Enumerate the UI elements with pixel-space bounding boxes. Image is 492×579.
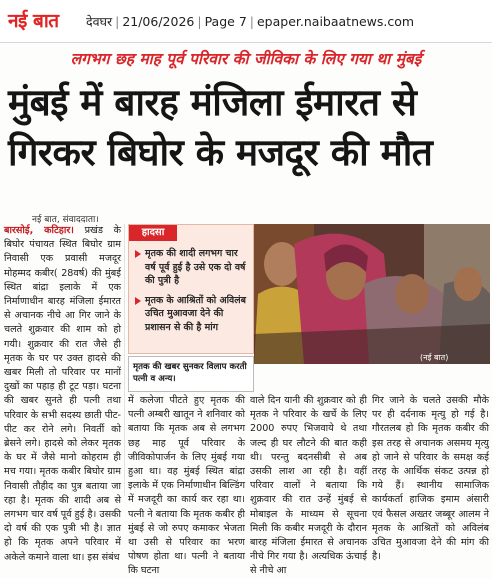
triangle-bullet-icon	[135, 297, 141, 305]
headline-line-2: गिरकर बिघोर के मजदूर की मौत	[8, 131, 433, 174]
article-bottom-columns	[128, 394, 490, 577]
article-column-2: में कलेजा पीटते हुए मृतक की पत्नी अम्बरी खातून ने शनिवार को बताया कि मृतक अब से लगभग छह माह पूर्व परिवार के जीविकोपार्जन के लिए मुंबई गया हुआ था। वह मुंबई स्थित बांद्रा इलाके में एक निर्माणाधीन बिल्डिंग में मजदूरी का कार्य कर रहा था। पत्नी ने बताया कि मृतक कबीर ही मुंबई से जो रुपए कमाकर भेजता था उसी से परिवार का भरण पोषण होता था। पत्नी ने बताया कि घटना	[128, 395, 245, 577]
article-kicker: लगभग छह माह पूर्व परिवार की जीविका के लिए गया था मुंबई	[70, 50, 422, 68]
highlights-box	[128, 224, 254, 354]
masthead-bar	[0, 0, 492, 43]
highlights-list	[135, 247, 249, 340]
separator: |	[115, 13, 120, 29]
edition-info	[86, 13, 414, 30]
edition-date: 21/06/2026	[122, 13, 195, 29]
headline-line-1: मुंबई में बारह मंजिला ईमारत से	[8, 81, 417, 124]
triangle-bullet-icon	[135, 250, 141, 258]
article-column-4: गिर जाने के चलते उसकी मौके पर ही दर्दनाक मृत्यु हो गई है। गौरतलब हो कि मृतक कबीर की इस तरह से अचानक असमय मृत्यु हो जाने से परिवार के समक्ष कई तरह के आर्थिक संकट उत्पन्न हो गये हैं। स्थानीय सामाजिक कार्यकर्ता हाजिक इमाम अंसारी एवं फैसल अख्तर जब्बूर आलम ने मृतक के आश्रितों को अविलंब उचित मुआवजा देने की मांग की है।	[372, 395, 489, 563]
highlight-text: मृतक की शादी लगभग चार वर्ष पूर्व हुई है उसे एक दो वर्ष की पुत्री है	[145, 248, 246, 286]
highlights-title: हादसा	[129, 225, 177, 241]
article-headline	[8, 78, 486, 178]
article-column-3: वाले दिन यानी की शुक्रवार को ही मृतक ने परिवार के खर्चे के लिए 2000 रुपए भिजवाये थे तथा जल्द ही घर लौटने की बात कही थी। परन्तु बदनसीबी से अब उसकी लाश आ रही है। वहीं परिवार वालों ने बताया कि शुक्रवार की रात उन्हें मुंबई से मोबाइल के माध्यम से सूचना मिली कि कबीर मजदूरी के दौरान बारह मंजिला ईमारत से अचानक नीचे गिर गया है। अत्यधिक ऊंचाई से नीचे आ	[250, 395, 367, 577]
separator: |	[197, 13, 202, 29]
mourning-family-photo	[254, 224, 490, 364]
photo-credit: (नई बात)	[420, 353, 449, 362]
article-dateline: बारसोई, कटिहार।	[4, 225, 74, 236]
article-byline: नई बात, संवाददाता।	[32, 215, 99, 225]
article-photo[interactable]	[254, 224, 490, 364]
highlight-text: मृतक के आश्रितों को अविलंब उचित मुआवजा देने की प्रशासन से की है मांग	[145, 294, 246, 333]
highlight-point	[135, 294, 249, 335]
column-divider	[124, 224, 125, 496]
site-link[interactable]: epaper.naibaatnews.com	[256, 13, 415, 29]
page-number: Page 7	[204, 13, 247, 29]
photo-caption: मृतक की खबर सुनकर विलाप करती पत्नी व अन्य।	[133, 362, 247, 384]
article-body-text: प्रखंड के बिघोर पंचायत स्थित बिघोर ग्राम निवासी एक प्रवासी मजदूर मोहम्मद कबीर( 28वर्ष) की मुंबई स्थित बांद्रा इलाके में एक निर्माणाधीन बारह मंजिला ईमारत से अचानक नीचे आ गिर जाने के चलते शुक्रवार की शाम को हो गयी। शुक्रवार की रात जैसे ही मृतक के घर पर उक्त हादसे की खबर मिली तो परिवार पर मानों दुखों का पहाड़ ही टूट पड़ा। घटना की खबर सुनते ही पत्नी तथा परिवार के सभी सदस्य छाती पीट-पीट कर रोने लगे। निवर्ती को ब्रेसने लगे। हादसे को लेकर मृतक के घर में जैसे मानो कोहराम ही मच गया। मृतक कबीर बिघोर ग्राम निवासी तौहीद का पुत्र बताया जा रहा है। मृतक की शादी अब से लगभग चार वर्ष पूर्व हुई है। उसकी दो वर्ष की एक पुत्री भी है। ज्ञात हो कि मृतक अपने परिवार में अकेले कमाने वाला था। इस संबंध	[4, 225, 121, 563]
article-column-1	[4, 224, 121, 563]
newspaper-logo[interactable]: नई बात	[8, 10, 59, 32]
photo-caption-box	[128, 356, 254, 392]
edition-city: देवघर	[86, 13, 113, 29]
highlight-point	[135, 247, 249, 288]
separator: |	[249, 13, 254, 29]
